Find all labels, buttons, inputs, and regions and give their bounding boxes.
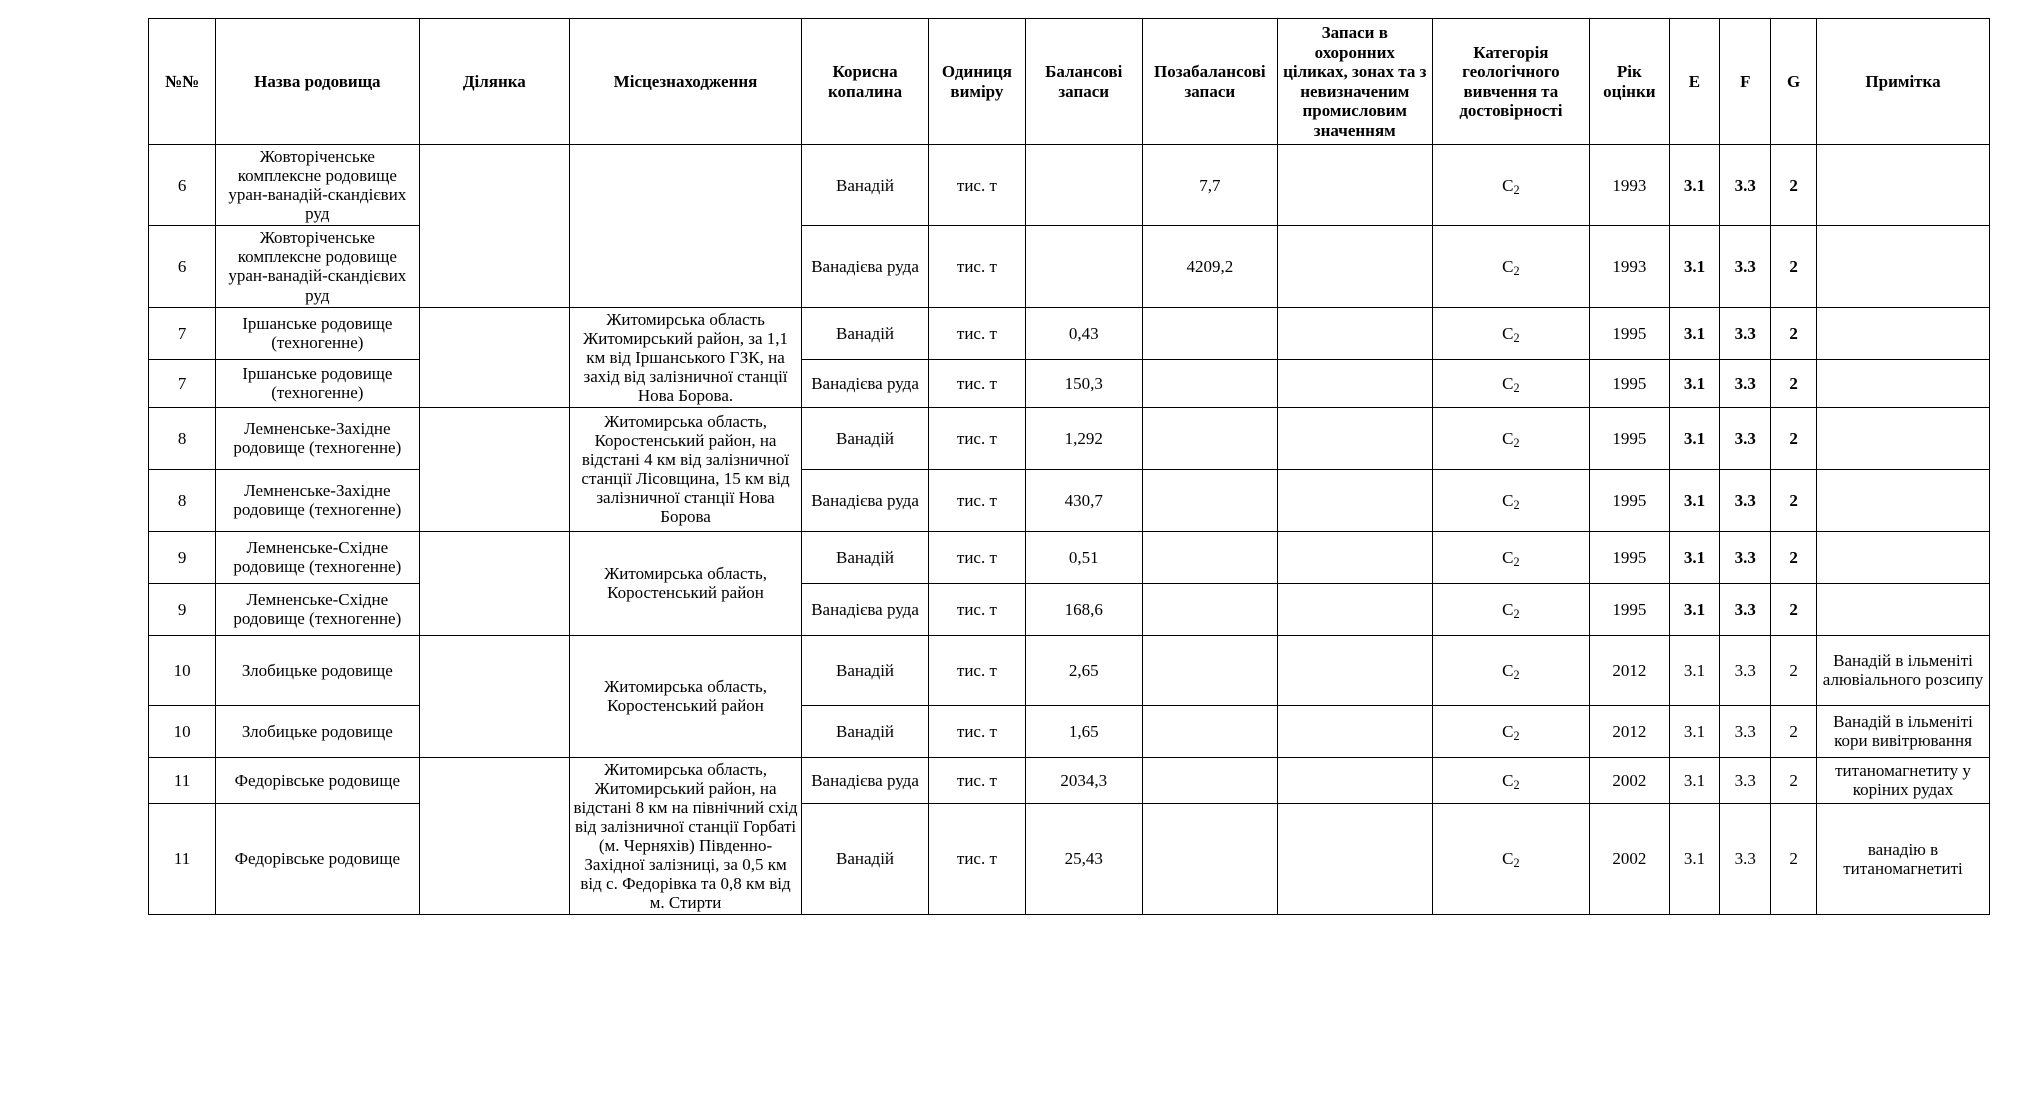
cell-category: $С_2$ [1432, 583, 1590, 635]
cell-protected-reserves [1277, 226, 1432, 307]
cell-mineral: Ванадій [801, 705, 928, 757]
cell-mineral: Ванадієва руда [801, 226, 928, 307]
cell-balance-reserves: 25,43 [1025, 803, 1142, 914]
cell-deposit-name: Жовторіченське комплексне родовище уран-ванадій-скандієвих руд [216, 226, 419, 307]
cell-e: 3.1 [1669, 803, 1720, 914]
table-header [149, 19, 1990, 145]
cell-number: 9 [149, 531, 216, 583]
cell-number: 8 [149, 469, 216, 531]
cell-e: 3.1 [1669, 145, 1720, 226]
cell-offbalance-reserves [1142, 359, 1277, 407]
cell-plot [419, 635, 570, 757]
cell-category: $С_2$ [1432, 705, 1590, 757]
cell-location: Житомирська область, Коростенський район [570, 635, 802, 757]
cell-note: Ванадій в ільменіті кори вивітрювання [1816, 705, 1989, 757]
cell-protected-reserves [1277, 635, 1432, 705]
cell-balance-reserves: 2034,3 [1025, 757, 1142, 803]
cell-year: 2012 [1590, 705, 1669, 757]
cell-year: 2002 [1590, 803, 1669, 914]
cell-balance-reserves: 0,51 [1025, 531, 1142, 583]
cell-unit: тис. т [929, 226, 1026, 307]
cell-number: 6 [149, 226, 216, 307]
cell-offbalance-reserves [1142, 469, 1277, 531]
col-header-note: Примітка [1816, 19, 1989, 145]
cell-mineral: Ванадій [801, 531, 928, 583]
cell-mineral: Ванадій [801, 635, 928, 705]
cell-balance-reserves: 0,43 [1025, 307, 1142, 359]
cell-mineral: Ванадій [801, 307, 928, 359]
cell-protected-reserves [1277, 583, 1432, 635]
cell-g: 2 [1771, 359, 1817, 407]
cell-offbalance-reserves [1142, 705, 1277, 757]
cell-offbalance-reserves [1142, 803, 1277, 914]
cell-number: 7 [149, 359, 216, 407]
cell-protected-reserves [1277, 705, 1432, 757]
cell-offbalance-reserves [1142, 757, 1277, 803]
cell-note [1816, 469, 1989, 531]
col-header-g: G [1771, 19, 1817, 145]
col-header-offbalance-reserves: Позабалансові запаси [1142, 19, 1277, 145]
col-header-e: E [1669, 19, 1720, 145]
cell-deposit-name: Злобицьке родовище [216, 705, 419, 757]
cell-f: 3.3 [1720, 469, 1771, 531]
cell-e: 3.1 [1669, 226, 1720, 307]
cell-g: 2 [1771, 307, 1817, 359]
cell-unit: тис. т [929, 583, 1026, 635]
cell-category: $С_2$ [1432, 531, 1590, 583]
cell-unit: тис. т [929, 635, 1026, 705]
cell-balance-reserves: 168,6 [1025, 583, 1142, 635]
cell-protected-reserves [1277, 469, 1432, 531]
col-header-balance-reserves: Балансові запаси [1025, 19, 1142, 145]
cell-year: 1995 [1590, 407, 1669, 469]
cell-offbalance-reserves: 4209,2 [1142, 226, 1277, 307]
cell-year: 2012 [1590, 635, 1669, 705]
cell-deposit-name: Злобицьке родовище [216, 635, 419, 705]
cell-e: 3.1 [1669, 307, 1720, 359]
col-header-protected-reserves: Запаси в охоронних ціликах, зонах та з невизначеним промисловим значенням [1277, 19, 1432, 145]
cell-protected-reserves [1277, 359, 1432, 407]
cell-number: 7 [149, 307, 216, 359]
cell-f: 3.3 [1720, 803, 1771, 914]
cell-deposit-name: Іршанське родовище (техногенне) [216, 359, 419, 407]
cell-location: Житомирська область, Коростенський район [570, 531, 802, 635]
col-header-category: Категорія геологічного вивчення та достовірності [1432, 19, 1590, 145]
cell-note [1816, 531, 1989, 583]
col-header-deposit-name: Назва родовища [216, 19, 419, 145]
cell-balance-reserves: 430,7 [1025, 469, 1142, 531]
cell-year: 1995 [1590, 531, 1669, 583]
cell-g: 2 [1771, 583, 1817, 635]
cell-deposit-name: Іршанське родовище (техногенне) [216, 307, 419, 359]
cell-category: $С_2$ [1432, 757, 1590, 803]
cell-number: 11 [149, 757, 216, 803]
cell-g: 2 [1771, 407, 1817, 469]
cell-mineral: Ванадієва руда [801, 359, 928, 407]
cell-number: 10 [149, 705, 216, 757]
cell-deposit-name: Жовторіченське комплексне родовище уран-ванадій-скандієвих руд [216, 145, 419, 226]
table-row [149, 531, 1990, 583]
cell-balance-reserves [1025, 226, 1142, 307]
cell-note: Ванадій в ільменіті алювіального розсипу [1816, 635, 1989, 705]
cell-note: титаномагнетиту у коріних рудах [1816, 757, 1989, 803]
col-header-f: F [1720, 19, 1771, 145]
cell-g: 2 [1771, 803, 1817, 914]
table-body [149, 145, 1990, 915]
col-header-mineral: Корисна копалина [801, 19, 928, 145]
cell-mineral: Ванадієва руда [801, 469, 928, 531]
cell-plot [419, 407, 570, 531]
cell-category: $С_2$ [1432, 407, 1590, 469]
cell-f: 3.3 [1720, 307, 1771, 359]
cell-f: 3.3 [1720, 145, 1771, 226]
cell-year: 2002 [1590, 757, 1669, 803]
cell-protected-reserves [1277, 531, 1432, 583]
cell-plot [419, 757, 570, 914]
cell-plot [419, 307, 570, 407]
cell-balance-reserves: 1,65 [1025, 705, 1142, 757]
cell-category: $С_2$ [1432, 145, 1590, 226]
cell-unit: тис. т [929, 145, 1026, 226]
cell-offbalance-reserves [1142, 583, 1277, 635]
col-header-number: №№ [149, 19, 216, 145]
col-header-unit: Одиниця виміру [929, 19, 1026, 145]
cell-year: 1995 [1590, 359, 1669, 407]
cell-e: 3.1 [1669, 757, 1720, 803]
cell-f: 3.3 [1720, 583, 1771, 635]
cell-f: 3.3 [1720, 226, 1771, 307]
cell-number: 6 [149, 145, 216, 226]
cell-e: 3.1 [1669, 359, 1720, 407]
cell-unit: тис. т [929, 359, 1026, 407]
cell-mineral: Ванадій [801, 803, 928, 914]
cell-category: $С_2$ [1432, 803, 1590, 914]
cell-offbalance-reserves [1142, 531, 1277, 583]
cell-protected-reserves [1277, 307, 1432, 359]
cell-year: 1995 [1590, 583, 1669, 635]
cell-deposit-name: Федорівське родовище [216, 803, 419, 914]
cell-offbalance-reserves [1142, 635, 1277, 705]
cell-f: 3.3 [1720, 705, 1771, 757]
cell-e: 3.1 [1669, 469, 1720, 531]
cell-deposit-name: Лемненське-Східне родовище (техногенне) [216, 531, 419, 583]
deposits-table [148, 18, 1990, 915]
cell-mineral: Ванадієва руда [801, 757, 928, 803]
cell-f: 3.3 [1720, 757, 1771, 803]
cell-e: 3.1 [1669, 531, 1720, 583]
cell-g: 2 [1771, 531, 1817, 583]
cell-location: Житомирська область Житомирський район, за 1,1 км від Іршанського ГЗК, на захід від залізничної станції Нова Борова. [570, 307, 802, 407]
cell-g: 2 [1771, 635, 1817, 705]
cell-year: 1995 [1590, 469, 1669, 531]
cell-note [1816, 307, 1989, 359]
cell-f: 3.3 [1720, 359, 1771, 407]
table-row [149, 407, 1990, 469]
cell-g: 2 [1771, 705, 1817, 757]
cell-deposit-name: Лемненське-Західне родовище (техногенне) [216, 469, 419, 531]
cell-g: 2 [1771, 226, 1817, 307]
cell-balance-reserves: 150,3 [1025, 359, 1142, 407]
cell-number: 11 [149, 803, 216, 914]
cell-deposit-name: Лемненське-Західне родовище (техногенне) [216, 407, 419, 469]
cell-unit: тис. т [929, 307, 1026, 359]
cell-note [1816, 359, 1989, 407]
table-row [149, 757, 1990, 803]
cell-deposit-name: Федорівське родовище [216, 757, 419, 803]
cell-unit: тис. т [929, 407, 1026, 469]
cell-unit: тис. т [929, 803, 1026, 914]
cell-offbalance-reserves [1142, 307, 1277, 359]
cell-number: 9 [149, 583, 216, 635]
cell-f: 3.3 [1720, 635, 1771, 705]
cell-g: 2 [1771, 469, 1817, 531]
cell-category: $С_2$ [1432, 635, 1590, 705]
cell-mineral: Ванадій [801, 407, 928, 469]
col-header-plot: Ділянка [419, 19, 570, 145]
cell-e: 3.1 [1669, 705, 1720, 757]
cell-category: $С_2$ [1432, 226, 1590, 307]
cell-offbalance-reserves [1142, 407, 1277, 469]
cell-deposit-name: Лемненське-Східне родовище (техногенне) [216, 583, 419, 635]
cell-note [1816, 145, 1989, 226]
cell-location [570, 145, 802, 307]
table-header-row [149, 19, 1990, 145]
cell-g: 2 [1771, 145, 1817, 226]
cell-location: Житомирська область, Коростенський район, на відстані 4 км від залізничної станції Лісовщина, 15 км від залізничної станції Нова Борова [570, 407, 802, 531]
cell-balance-reserves [1025, 145, 1142, 226]
cell-e: 3.1 [1669, 583, 1720, 635]
cell-note [1816, 583, 1989, 635]
cell-number: 8 [149, 407, 216, 469]
cell-offbalance-reserves: 7,7 [1142, 145, 1277, 226]
cell-category: $С_2$ [1432, 359, 1590, 407]
cell-unit: тис. т [929, 705, 1026, 757]
cell-category: $С_2$ [1432, 469, 1590, 531]
cell-protected-reserves [1277, 757, 1432, 803]
cell-protected-reserves [1277, 407, 1432, 469]
cell-category: $С_2$ [1432, 307, 1590, 359]
cell-note: ванадію в титаномагнетиті [1816, 803, 1989, 914]
cell-e: 3.1 [1669, 635, 1720, 705]
cell-g: 2 [1771, 757, 1817, 803]
cell-protected-reserves [1277, 145, 1432, 226]
cell-balance-reserves: 1,292 [1025, 407, 1142, 469]
cell-number: 10 [149, 635, 216, 705]
table-row [149, 145, 1990, 226]
cell-protected-reserves [1277, 803, 1432, 914]
table-row [149, 635, 1990, 705]
col-header-location: Місцезнаходження [570, 19, 802, 145]
cell-note [1816, 407, 1989, 469]
cell-location: Житомирська область, Житомирський район, на відстані 8 км на північний схід від залізничної станції Горбаті (м. Черняхів) Південно-Західної залізниці, за 0,5 км від с. Федорівка та 0,8 км від м. Стирти [570, 757, 802, 914]
cell-mineral: Ванадієва руда [801, 583, 928, 635]
cell-balance-reserves: 2,65 [1025, 635, 1142, 705]
cell-e: 3.1 [1669, 407, 1720, 469]
col-header-year: Рік оцінки [1590, 19, 1669, 145]
cell-unit: тис. т [929, 469, 1026, 531]
cell-year: 1993 [1590, 145, 1669, 226]
cell-plot [419, 145, 570, 307]
cell-unit: тис. т [929, 757, 1026, 803]
cell-year: 1993 [1590, 226, 1669, 307]
cell-year: 1995 [1590, 307, 1669, 359]
cell-f: 3.3 [1720, 531, 1771, 583]
cell-note [1816, 226, 1989, 307]
cell-f: 3.3 [1720, 407, 1771, 469]
cell-mineral: Ванадій [801, 145, 928, 226]
cell-plot [419, 531, 570, 635]
table-row [149, 307, 1990, 359]
cell-unit: тис. т [929, 531, 1026, 583]
